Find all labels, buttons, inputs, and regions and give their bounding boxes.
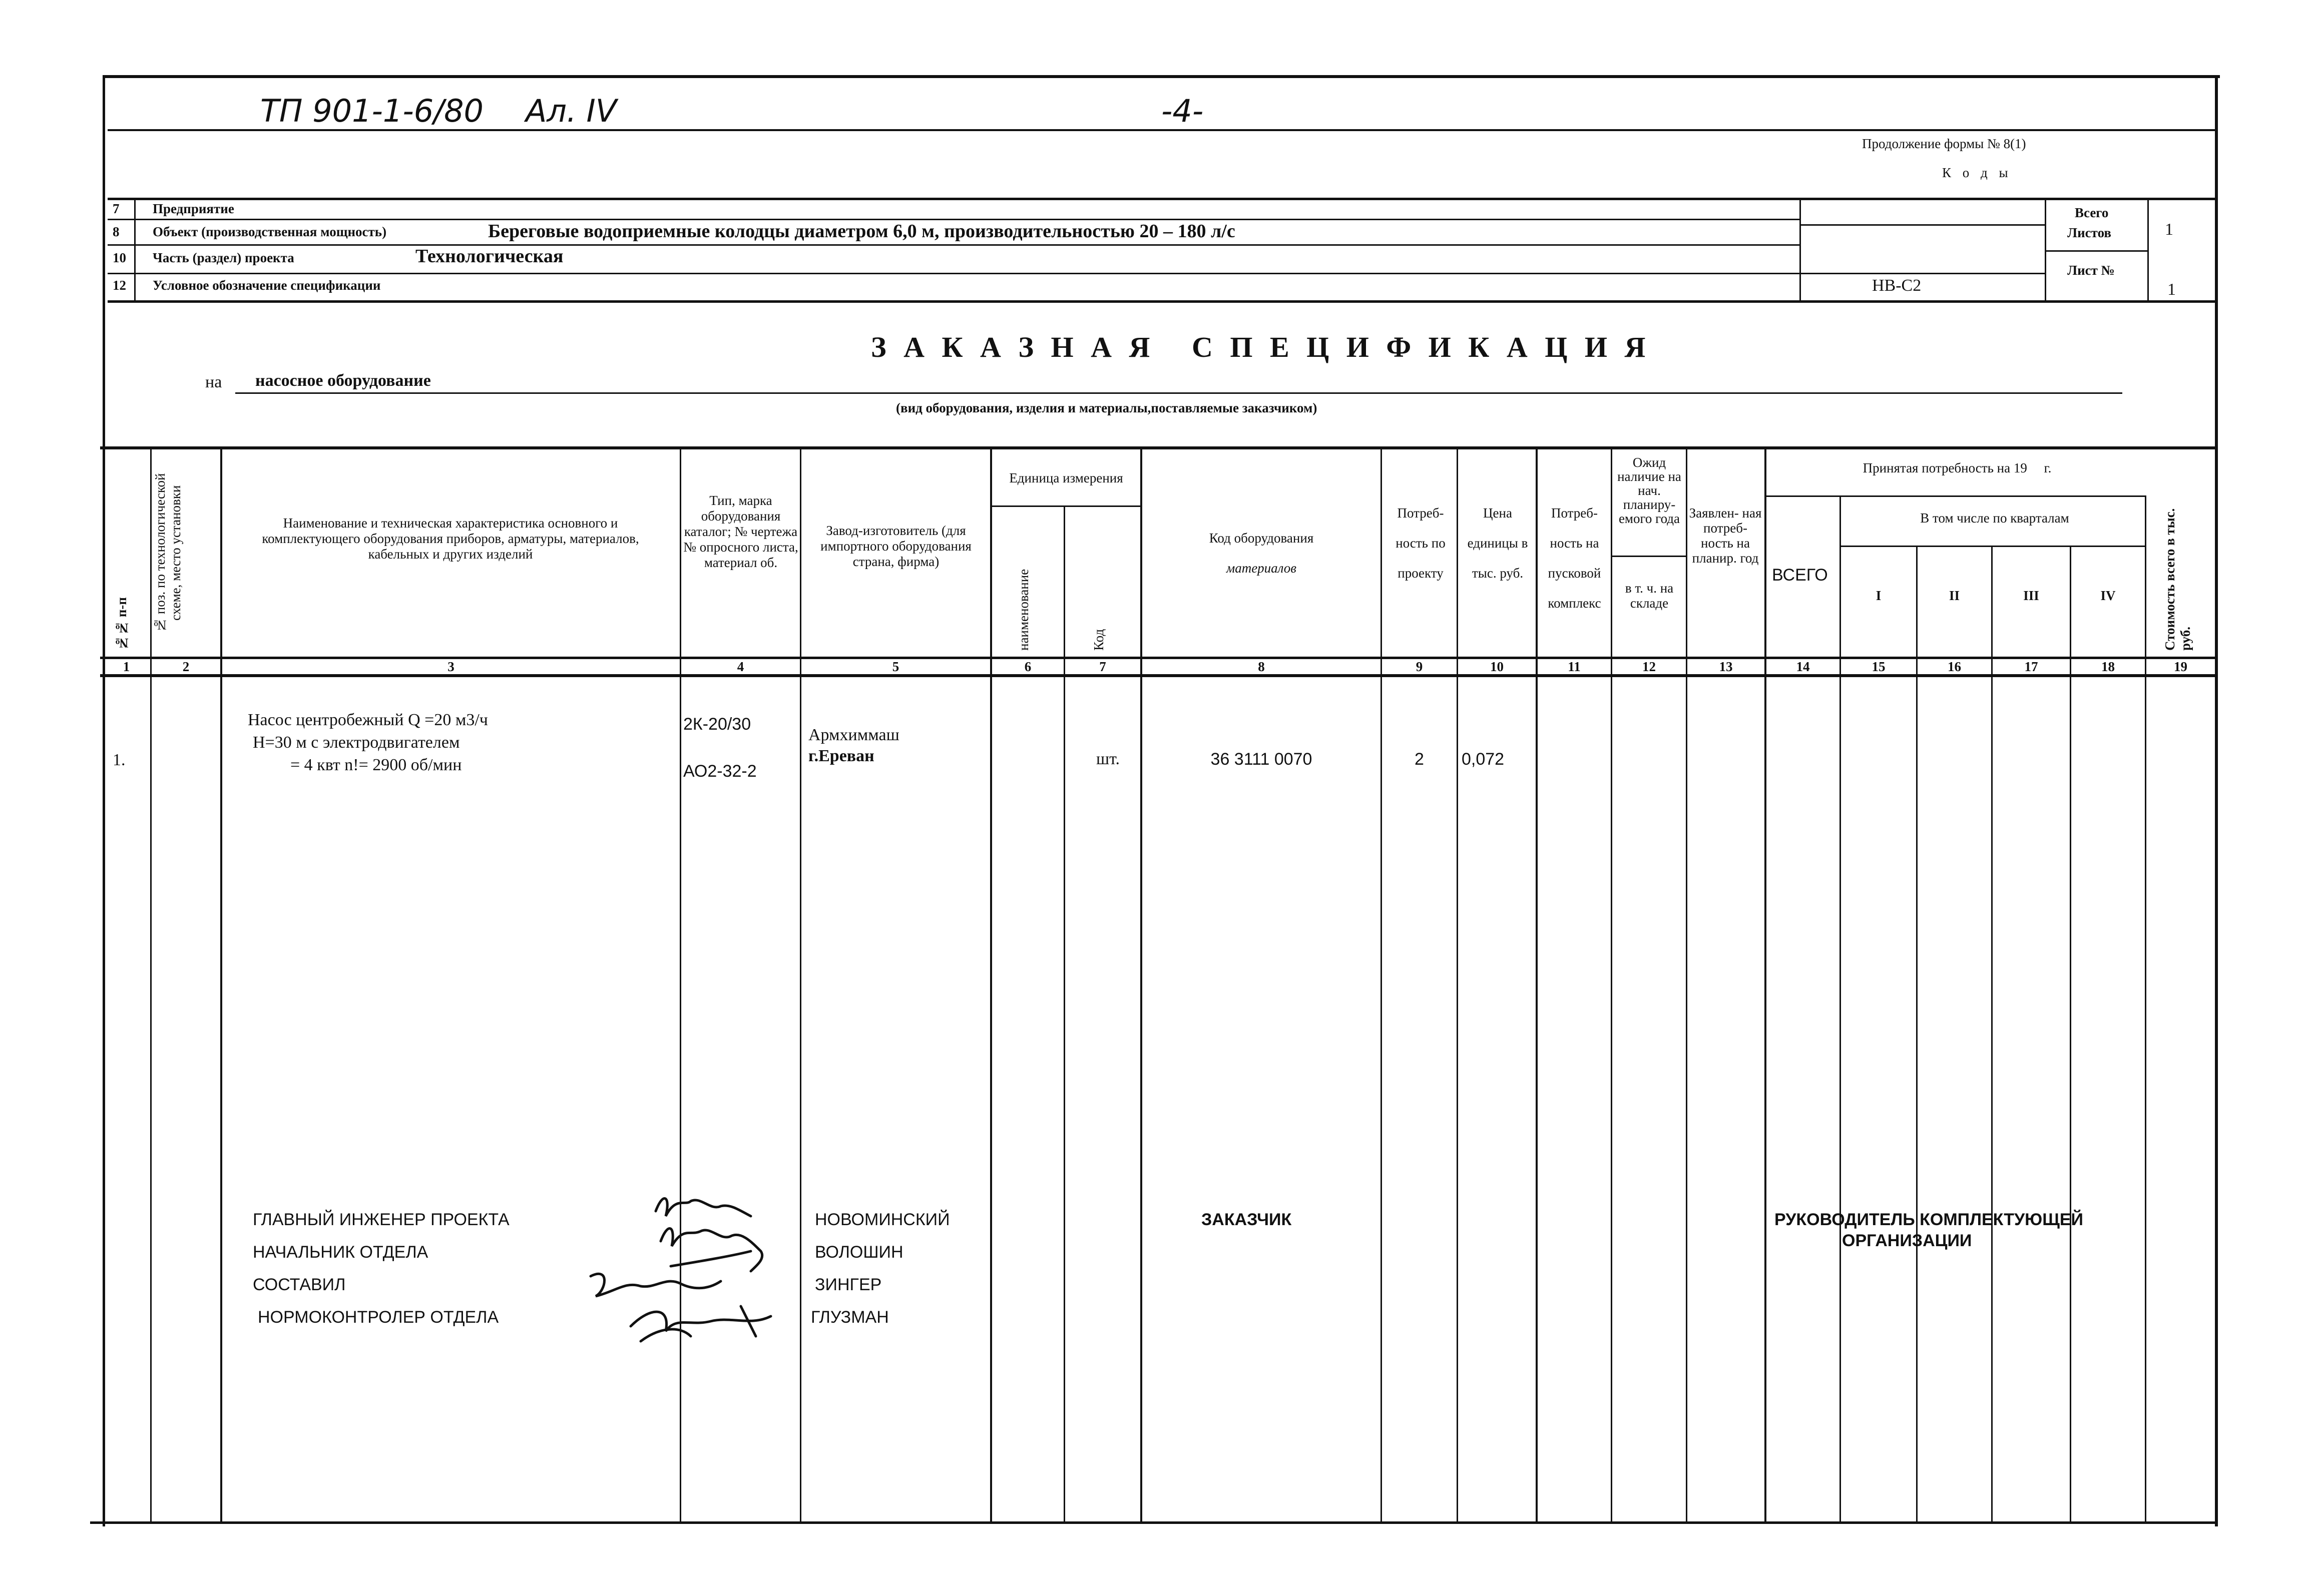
row-type-2: АО2-32-2 (683, 762, 757, 781)
col-header-position: № поз. по технологической схеме, место установки (153, 473, 183, 633)
signature-role-department-head: НАЧАЛЬНИК ОТДЕЛА (253, 1243, 428, 1262)
column-number: 3 (447, 659, 454, 674)
column-number: 19 (2174, 659, 2187, 674)
info-num-8: 8 (113, 224, 120, 239)
column-number: 18 (2101, 659, 2115, 674)
signature-supplier-line-1: РУКОВОДИТЕЛЬ КОМПЛЕКТУЮЩЕЙ (1774, 1210, 2083, 1229)
col-header-need: Потреб- ность по проекту (1396, 505, 1446, 581)
col-header-code-top: Код оборудования (1209, 530, 1314, 546)
column-number: 2 (182, 659, 190, 674)
signature-role-compiler: СОСТАВИЛ (253, 1275, 346, 1294)
row-type-1: 2К-20/30 (683, 715, 751, 734)
info-num-10: 10 (113, 250, 126, 265)
spec-code: НВ-С2 (1872, 276, 1922, 295)
row-unit-code: шт. (1096, 750, 1120, 768)
column-number: 14 (1796, 659, 1810, 674)
handwritten-signatures (541, 1176, 801, 1376)
col-header-unit-group: Единица измерения (1009, 470, 1123, 485)
row-name-line-2: H=30 м с электродвигателем (253, 733, 460, 752)
page-marker: -4- (1161, 93, 1204, 129)
row-need: 2 (1415, 750, 1424, 769)
total-sheets-label-2: Листов (2067, 225, 2111, 240)
row-name-line-1: Насос центробежный Q =20 м3/ч (248, 711, 488, 729)
album-number: Ал. IV (526, 93, 617, 129)
col-header-q3: III (2023, 588, 2039, 603)
col-header-launch: Потреб- ность на пусковой комплекс (1548, 505, 1601, 611)
col-header-unit-name: наименование (1016, 569, 1031, 651)
subject-prefix: на (205, 373, 222, 391)
info-num-12: 12 (113, 278, 126, 293)
subject-value: насосное оборудование (255, 371, 431, 390)
column-number: 10 (1490, 659, 1504, 674)
info-num-7: 7 (113, 201, 120, 216)
column-number: 4 (737, 659, 744, 674)
signature-customer: ЗАКАЗЧИК (1201, 1210, 1292, 1229)
col-header-total: ВСЕГО (1772, 566, 1828, 585)
col-header-cost: Стоимость всего в тыс. руб. (2162, 508, 2193, 651)
column-number: 5 (892, 659, 899, 674)
total-sheets-label-1: Всего (2075, 205, 2109, 220)
col-header-accepted-group: Принятая потребность на 19 г. (1863, 460, 2052, 475)
col-header-name: Наименование и техническая характеристика основного и комплектующего оборудования приборов, арматуры, материалов, кабельных и других изделий (262, 515, 639, 562)
row-maker-2: г.Ереван (808, 747, 874, 765)
info-label-part: Часть (раздел) проекта (153, 250, 294, 265)
column-number: 8 (1258, 659, 1265, 674)
row-equipment-code: 36 3111 0070 (1210, 750, 1312, 769)
info-value-object: Береговые водоприемные колодцы диаметром 6,0 м, производительностью 20 – 180 л/с (488, 221, 1235, 242)
info-label-object: Объект (производственная мощность) (153, 224, 387, 239)
column-number: 17 (2024, 659, 2038, 674)
column-number: 12 (1642, 659, 1656, 674)
sheet-number-label: Лист № (2067, 263, 2115, 278)
info-value-part: Технологическая (415, 246, 564, 267)
column-number: 15 (1872, 659, 1886, 674)
col-header-q2: II (1949, 588, 1960, 603)
signature-supplier-line-2: ОРГАНИЗАЦИИ (1842, 1231, 1972, 1250)
info-label-enterprise: Предприятие (153, 201, 234, 216)
column-number: 6 (1024, 659, 1032, 674)
col-header-q1: I (1876, 588, 1882, 603)
column-number: 7 (1099, 659, 1106, 674)
total-sheets-value: 1 (2165, 220, 2173, 239)
signature-name-1: НОВОМИНСКИЙ (815, 1210, 950, 1229)
signature-name-3: ЗИНГЕР (815, 1275, 882, 1294)
row-name-line-3: = 4 квт n!= 2900 об/мин (290, 756, 462, 774)
document-title: З А К А З Н А Я С П Е Ц И Ф И К А Ц И Я (871, 331, 1651, 363)
col-header-expected: Ожид наличие на нач. планиру- емого года (1617, 455, 1681, 526)
signature-role-chief-engineer: ГЛАВНЫЙ ИНЖЕНЕР ПРОЕКТА (253, 1210, 510, 1229)
signature-name-2: ВОЛОШИН (815, 1243, 903, 1262)
col-header-unit-code: Код (1091, 629, 1106, 651)
row-price: 0,072 (1462, 750, 1505, 769)
column-number: 9 (1416, 659, 1423, 674)
col-header-maker: Завод-изготовитель (для импортного оборудования страна, фирма) (820, 523, 972, 569)
signature-role-norm-controller: НОРМОКОНТРОЛЕР ОТДЕЛА (258, 1308, 499, 1327)
col-header-warehouse: в т. ч. на складе (1625, 581, 1674, 611)
column-number: 13 (1719, 659, 1733, 674)
column-number: 16 (1948, 659, 1961, 674)
row-number: 1. (113, 751, 126, 769)
column-number: 11 (1568, 659, 1581, 674)
continuation-label: Продолжение формы № 8(1) (1862, 136, 2026, 151)
col-header-num: №№ п-п (114, 597, 129, 651)
document-number: ТП 901-1-6/80 (260, 93, 484, 129)
codes-label: К о д ы (1942, 165, 2012, 180)
col-header-price: Цена единицы в тыс. руб. (1467, 505, 1528, 581)
column-number: 1 (123, 659, 130, 674)
col-header-quarter-group: В том числе по кварталам (1920, 510, 2069, 525)
col-header-q4: IV (2100, 588, 2116, 603)
col-header-type: Тип, марка оборудования каталог; № чертежа № опросного листа, материал об. (683, 493, 798, 570)
signature-name-4: ГЛУЗМАН (811, 1308, 889, 1327)
subject-caption: (вид оборудования, изделия и материалы,поставляемые заказчиком) (896, 400, 1317, 415)
row-maker-1: Армхиммаш (808, 726, 899, 744)
info-label-designation: Условное обозначение спецификации (153, 278, 381, 293)
sheet-number-value: 1 (2167, 280, 2176, 299)
col-header-code-bottom: материалов (1226, 561, 1297, 576)
col-header-claimed: Заявлен- ная потреб- ность на планир. год (1689, 505, 1762, 566)
